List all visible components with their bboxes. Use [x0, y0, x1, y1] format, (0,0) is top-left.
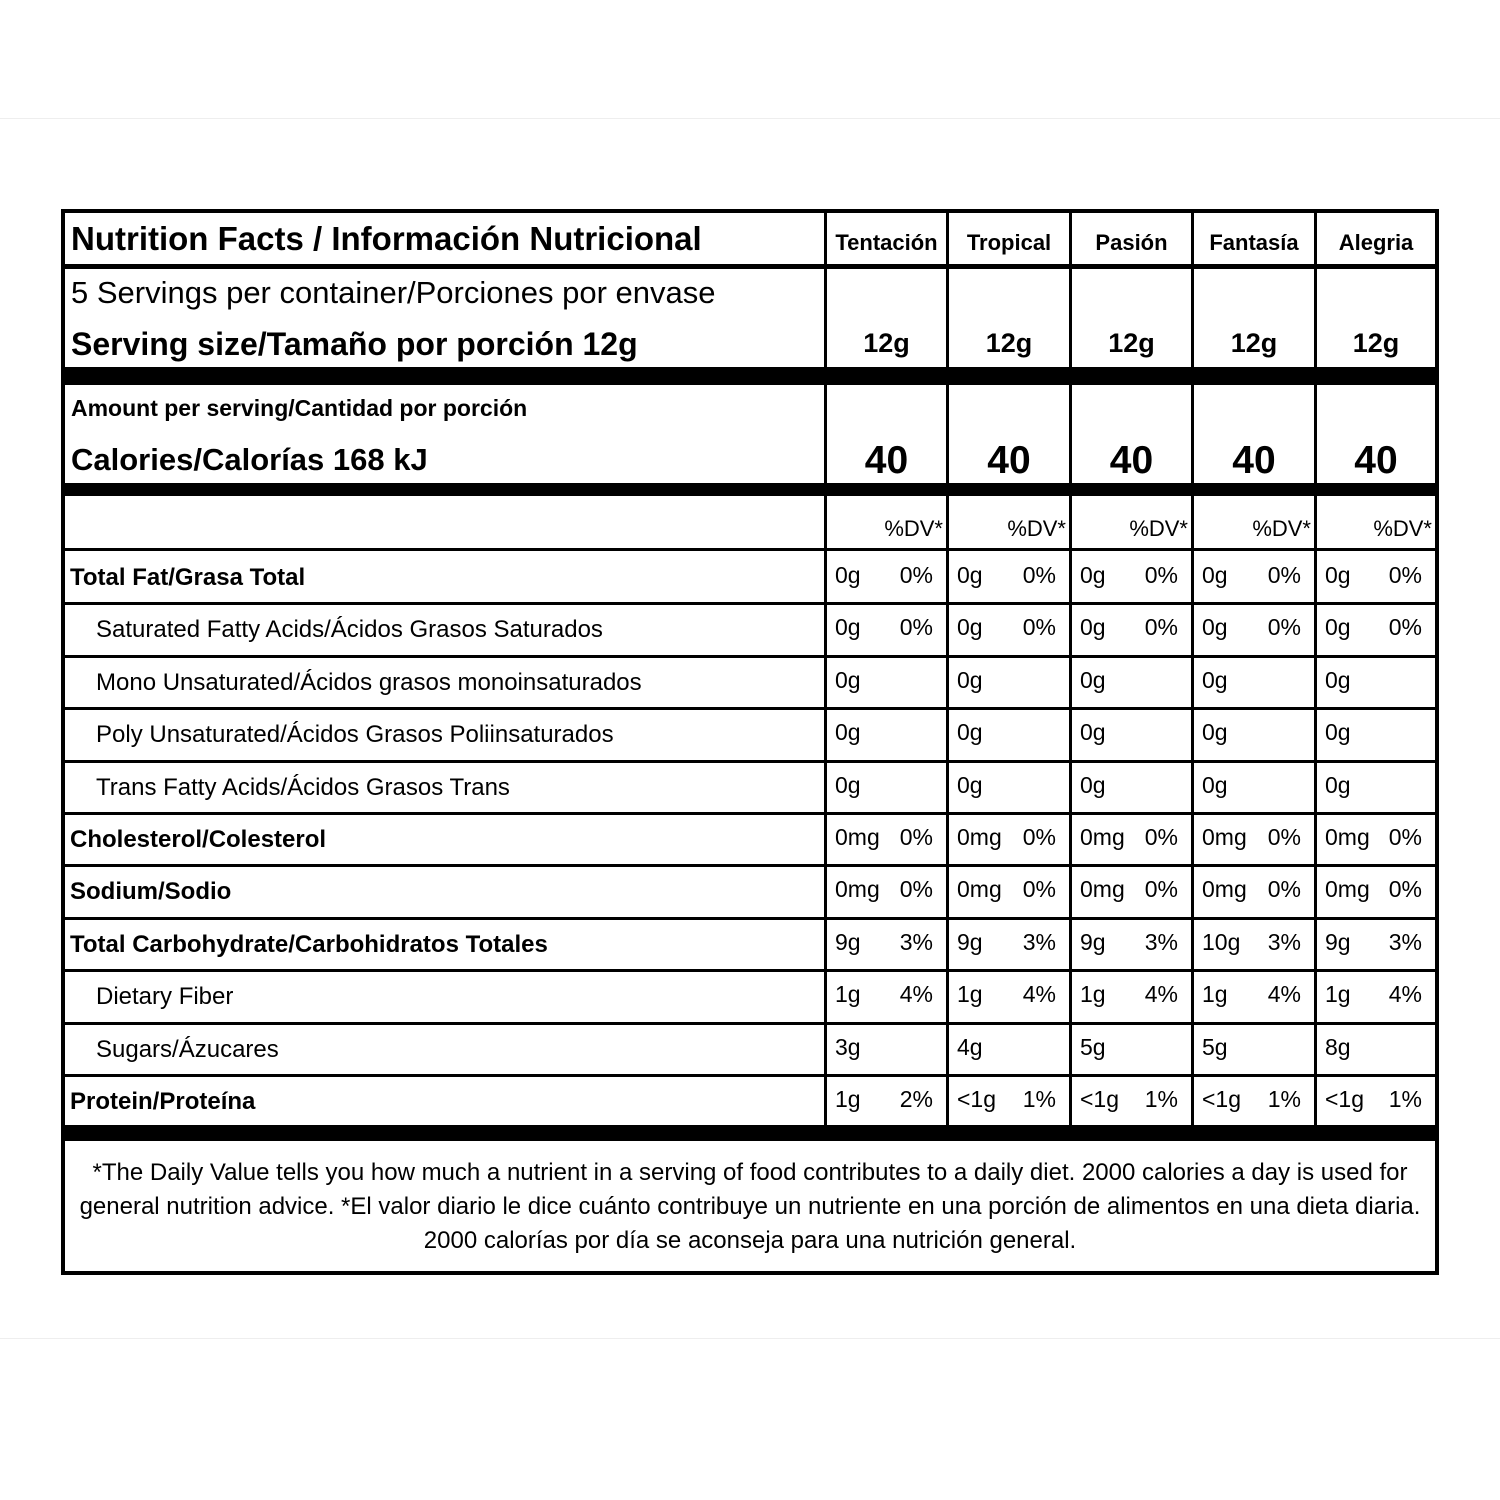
nutrition-label: [61, 209, 1439, 1275]
nutrient-amount: 0mg: [1202, 876, 1247, 903]
nutrient-amount: 1g: [1325, 981, 1351, 1008]
nutrient-amount: 0g: [1325, 614, 1351, 641]
nutrient-percent-dv: 0%: [1022, 824, 1056, 850]
nutrient-percent-dv: 0%: [1022, 876, 1056, 903]
row-rule: [65, 707, 1435, 710]
row-rule: [65, 655, 1435, 658]
nutrient-percent-dv: 0%: [899, 614, 933, 641]
nutrient-amount: 0g: [835, 666, 861, 693]
nutrient-amount: 0g: [1080, 719, 1106, 746]
nutrient-amount: 1g: [835, 981, 861, 1008]
calories-value: 40: [1109, 439, 1154, 482]
nutrient-label: Trans Fatty Acids/Ácidos Grasos Trans: [96, 773, 510, 801]
nutrient-amount: 0mg: [1325, 824, 1370, 850]
nutrient-percent-dv: 2%: [899, 1086, 933, 1112]
nutrient-amount: 0g: [1080, 666, 1106, 693]
nutrient-percent-dv: 1%: [1144, 1086, 1178, 1112]
nutrient-percent-dv: 0%: [899, 824, 933, 850]
product-name-alegria: Alegria: [1338, 230, 1414, 255]
product-name-tropical: Tropical: [966, 230, 1052, 255]
nutrient-amount: 1g: [835, 1086, 861, 1112]
nutrient-percent-dv: 0%: [1267, 876, 1301, 903]
nutrient-percent-dv: 3%: [1144, 928, 1178, 955]
nutrient-label: Cholesterol/Colesterol: [70, 826, 327, 853]
nutrient-percent-dv: 0%: [1388, 562, 1422, 588]
nutrient-percent-dv: 0%: [1144, 614, 1178, 641]
nutrient-amount: 1g: [957, 981, 983, 1008]
nutrient-amount: 5g: [1202, 1033, 1228, 1060]
nutrient-amount: 0g: [957, 771, 983, 798]
nutrient-amount: 0mg: [835, 824, 880, 850]
dv-header: %DV*: [1252, 516, 1311, 541]
nutrient-percent-dv: 4%: [1267, 981, 1301, 1008]
nutrient-amount: 0g: [1325, 771, 1351, 798]
nutrient-amount: 0mg: [1202, 824, 1247, 850]
nutrient-amount: 0g: [1325, 719, 1351, 746]
nutrient-amount: 0g: [835, 771, 861, 798]
nutrient-percent-dv: 0%: [899, 876, 933, 903]
nutrient-percent-dv: 0%: [1144, 562, 1178, 588]
nutrient-amount: 8g: [1325, 1033, 1351, 1060]
product-name-pasion: Pasión: [1095, 230, 1168, 255]
nutrient-amount: 10g: [1202, 928, 1241, 955]
bottom-divider: [0, 1338, 1500, 1339]
nutrient-amount: 9g: [835, 928, 861, 955]
nutrient-percent-dv: 0%: [1022, 562, 1056, 588]
row-rule: [65, 548, 1435, 551]
nutrient-amount: <1g: [1325, 1086, 1365, 1112]
thick-rule: [65, 1125, 1435, 1141]
nutrient-percent-dv: 3%: [1022, 928, 1056, 955]
nutrient-amount: 0mg: [957, 876, 1002, 903]
nutrient-label: Sodium/Sodio: [70, 878, 232, 906]
nutrient-percent-dv: 4%: [1388, 981, 1422, 1008]
product-name-tentacion: Tentación: [835, 230, 938, 255]
label-title: Nutrition Facts / Información Nutricional: [71, 220, 702, 257]
dv-header: %DV*: [1373, 516, 1432, 541]
row-rule: [65, 602, 1435, 605]
nutrient-percent-dv: 4%: [899, 981, 933, 1008]
nutrient-percent-dv: 4%: [1144, 981, 1178, 1008]
nutrient-percent-dv: 0%: [1388, 876, 1422, 903]
nutrient-label: Total Carbohydrate/Carbohidratos Totales: [70, 930, 548, 958]
dv-header: %DV*: [1007, 516, 1066, 541]
nutrient-amount: 0g: [1080, 771, 1106, 798]
top-divider: [0, 118, 1500, 119]
daily-value-footnote: *The Daily Value tells you how much a nutrient in a serving of food contributes to a daily diet. 2000 calories a day is used for general nutrition advice. *El valor diario le dice cuánto contribuye un nutriente en una porción de alimentos en una dieta diaria. 2000 calorías por día se aconseja para una nutrición general.: [79, 1159, 1421, 1254]
row-rule: [65, 760, 1435, 763]
nutrient-amount: 0g: [1202, 614, 1228, 641]
nutrient-percent-dv: 0%: [1144, 824, 1178, 850]
nutrient-percent-dv: 1%: [1022, 1086, 1056, 1112]
nutrient-amount: 0g: [1080, 614, 1106, 641]
nutrient-percent-dv: 1%: [1388, 1086, 1422, 1112]
nutrient-label: Saturated Fatty Acids/Ácidos Grasos Saturados: [96, 616, 603, 644]
header-rule: [65, 264, 1435, 269]
nutrient-percent-dv: 0%: [1388, 614, 1422, 641]
nutrient-amount: 0mg: [835, 876, 880, 903]
nutrient-amount: 0g: [1080, 562, 1106, 588]
nutrient-percent-dv: 3%: [1267, 928, 1301, 955]
nutrient-amount: 0mg: [1080, 876, 1125, 903]
nutrient-amount: 0g: [835, 562, 861, 588]
nutrient-percent-dv: 0%: [1267, 614, 1301, 641]
calories-value: 40: [987, 439, 1031, 482]
nutrient-amount: 0g: [1202, 719, 1228, 746]
servings-per-container: 5 Servings per container/Porciones por envase: [71, 275, 716, 310]
nutrient-amount: 3g: [835, 1033, 861, 1060]
nutrient-percent-dv: 0%: [1388, 824, 1422, 850]
calories-value: 40: [1232, 439, 1276, 482]
nutrient-label: Total Fat/Grasa Total: [70, 564, 306, 591]
nutrient-label: Protein/Proteína: [70, 1088, 256, 1115]
nutrient-amount: 5g: [1080, 1033, 1106, 1060]
nutrient-amount: 0g: [1202, 666, 1228, 693]
nutrient-percent-dv: 3%: [899, 928, 933, 955]
nutrient-amount: 0mg: [957, 824, 1002, 850]
thick-rule: [65, 367, 1435, 385]
nutrient-amount: 9g: [957, 928, 983, 955]
nutrient-percent-dv: 4%: [1022, 981, 1056, 1008]
nutrient-label: Mono Unsaturated/Ácidos grasos monoinsaturados: [96, 668, 642, 696]
calories-value: 40: [864, 439, 909, 482]
nutrient-label: Poly Unsaturated/Ácidos Grasos Poliinsaturados: [96, 721, 614, 749]
serving-size-value: 12g: [863, 328, 910, 358]
nutrient-percent-dv: 3%: [1388, 928, 1422, 955]
dv-header: %DV*: [884, 516, 943, 541]
nutrient-amount: 0mg: [1080, 824, 1125, 850]
nutrient-amount: 0g: [835, 614, 861, 641]
nutrient-amount: <1g: [1202, 1086, 1242, 1112]
row-rule: [65, 1022, 1435, 1025]
nutrient-amount: 0g: [957, 666, 983, 693]
calories-label: Calories/Calorías 168 kJ: [71, 442, 428, 477]
calories-value: 40: [1354, 439, 1398, 482]
nutrient-percent-dv: 0%: [1022, 614, 1056, 641]
row-rule: [65, 1074, 1435, 1077]
serving-size-value: 12g: [1108, 328, 1155, 358]
row-rule: [65, 812, 1435, 815]
nutrient-amount: 1g: [1202, 981, 1228, 1008]
nutrient-label: Dietary Fiber: [96, 983, 234, 1011]
row-rule: [65, 969, 1435, 972]
serving-size-value: 12g: [1352, 328, 1400, 358]
nutrient-amount: 0g: [957, 562, 983, 588]
serving-size-value: 12g: [1230, 328, 1278, 358]
amount-per-serving-label: Amount per serving/Cantidad por porción: [71, 395, 528, 421]
nutrient-percent-dv: 0%: [1267, 824, 1301, 850]
product-name-fantasia: Fantasía: [1209, 230, 1299, 255]
nutrient-amount: 0g: [957, 719, 983, 746]
nutrient-amount: 0g: [1202, 771, 1228, 798]
dv-header: %DV*: [1129, 516, 1188, 541]
nutrient-amount: <1g: [1080, 1086, 1120, 1112]
nutrient-amount: 0mg: [1325, 876, 1370, 903]
nutrient-amount: 0g: [835, 719, 861, 746]
nutrient-percent-dv: 0%: [1267, 562, 1301, 588]
nutrient-amount: 9g: [1080, 928, 1106, 955]
nutrient-percent-dv: 0%: [899, 562, 933, 588]
nutrient-amount: 0g: [957, 614, 983, 641]
serving-size-value: 12g: [985, 328, 1033, 358]
nutrient-amount: 4g: [957, 1033, 983, 1060]
nutrient-amount: 1g: [1080, 981, 1106, 1008]
nutrient-amount: 0g: [1325, 562, 1351, 588]
nutrient-amount: 9g: [1325, 928, 1351, 955]
nutrient-percent-dv: 1%: [1267, 1086, 1301, 1112]
nutrient-amount: 0g: [1325, 666, 1351, 693]
row-rule: [65, 917, 1435, 920]
serving-size-label: Serving size/Tamaño por porción 12g: [71, 326, 638, 362]
row-rule: [65, 864, 1435, 867]
nutrient-percent-dv: 0%: [1144, 876, 1178, 903]
thick-rule: [65, 483, 1435, 496]
nutrient-amount: <1g: [957, 1086, 997, 1112]
nutrient-label: Sugars/Ázucares: [96, 1035, 279, 1063]
nutrient-amount: 0g: [1202, 562, 1228, 588]
